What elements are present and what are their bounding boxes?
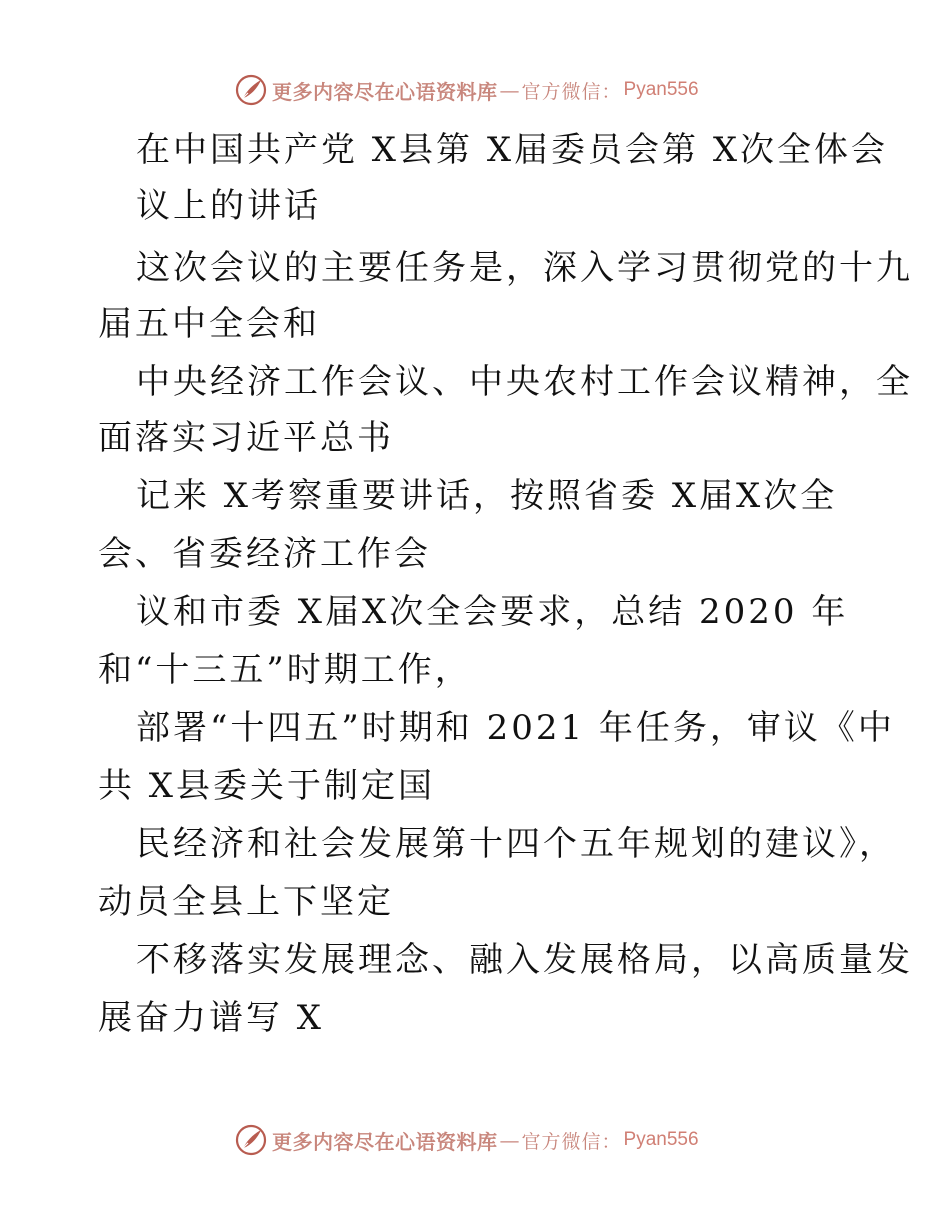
text-line: 动员全县上下坚定 xyxy=(98,882,394,922)
header-wechat-id: Pyan556 xyxy=(623,79,699,100)
text-line: 记来 X考察重要讲话，按照省委 X届X次全 xyxy=(136,476,838,516)
quill-pen-logo-icon xyxy=(234,73,268,107)
text-line: 不移落实发展理念、融入发展格局，以高质量发 xyxy=(136,940,913,980)
text-line: 展奋力谱写 X xyxy=(98,998,325,1038)
text-line: 会、省委经济工作会 xyxy=(98,534,431,574)
text-line: 在中国共产党 X县第 X届委员会第 X次全体会 xyxy=(136,130,889,170)
text-line: 议上的讲话 xyxy=(136,186,321,226)
footer-wechat-id: Pyan556 xyxy=(623,1129,699,1150)
text-line: 中央经济工作会议、中央农村工作会议精神，全 xyxy=(136,362,913,402)
footer-separator: — xyxy=(499,1128,520,1152)
text-line: 共 X县委关于制定国 xyxy=(98,766,436,806)
quill-pen-logo-icon xyxy=(234,1123,268,1157)
footer-brand-text: 更多内容尽在心语资料库 xyxy=(272,1129,498,1154)
text-line: 民经济和社会发展第十四个五年规划的建议》， xyxy=(136,824,896,864)
footer-wechat-label: 官方微信： xyxy=(521,1130,622,1153)
header-separator: — xyxy=(499,78,520,102)
header-wechat-label: 官方微信： xyxy=(521,80,622,103)
text-line: 和“十三五”时期工作， xyxy=(98,650,472,690)
header-brand-text: 更多内容尽在心语资料库 xyxy=(272,79,498,104)
footer-watermark xyxy=(234,1120,714,1160)
text-line: 届五中全会和 xyxy=(98,304,320,344)
text-line: 面落实习近平总书 xyxy=(98,418,394,458)
text-line: 部署“十四五”时期和 2021 年任务，审议《中 xyxy=(136,708,895,748)
text-line: 议和市委 X届X次全会要求，总结 2020 年 xyxy=(136,592,849,632)
header-watermark xyxy=(234,70,714,110)
text-line: 这次会议的主要任务是，深入学习贯彻党的十九 xyxy=(136,248,913,288)
